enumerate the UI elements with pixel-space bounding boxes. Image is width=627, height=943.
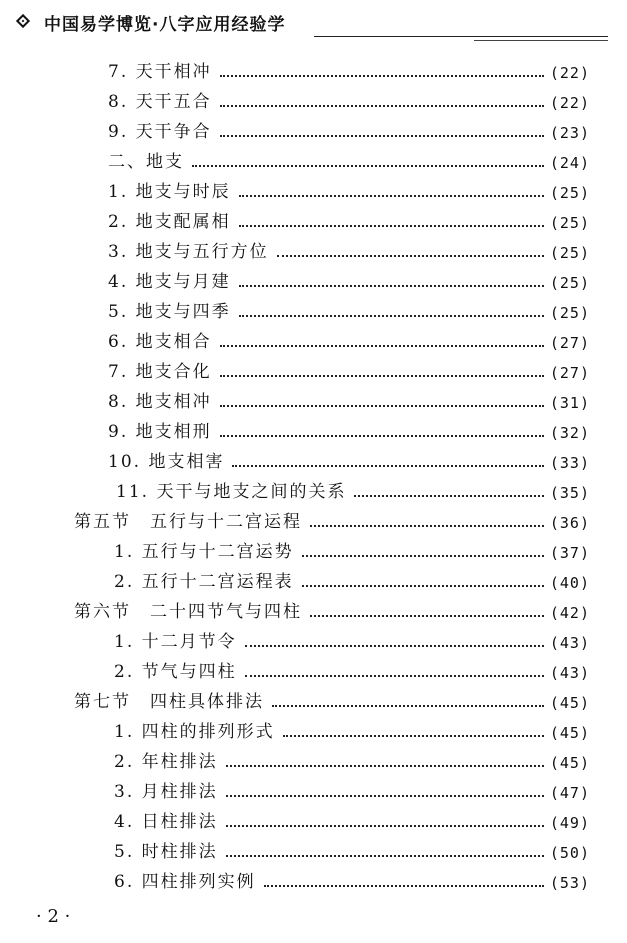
toc-entry[interactable]	[114, 568, 590, 592]
toc-entry[interactable]	[108, 58, 590, 82]
toc-entry-page: (45)	[549, 754, 590, 772]
leader-dots	[226, 854, 544, 857]
header-rule	[314, 36, 608, 37]
toc-entry-title: 1. 四柱的排列形式	[114, 722, 275, 742]
toc-entry-title: 7. 天干相冲	[108, 62, 212, 82]
toc-entry[interactable]	[74, 688, 590, 712]
toc-entry-page: (47)	[549, 784, 590, 802]
leader-dots	[239, 284, 544, 287]
toc-entry[interactable]	[108, 388, 590, 412]
leader-dots	[272, 704, 544, 707]
toc-entry[interactable]	[108, 418, 590, 442]
leader-dots	[192, 164, 544, 167]
toc-entry[interactable]	[108, 88, 590, 112]
leader-dots	[226, 794, 544, 797]
leader-dots	[226, 824, 544, 827]
leader-dots	[226, 764, 544, 767]
toc-entry-title: 8. 天干五合	[108, 92, 212, 112]
toc-entry[interactable]	[114, 868, 590, 892]
leader-dots	[245, 644, 544, 647]
toc-entry[interactable]	[116, 478, 590, 502]
toc-entry-title: 6. 地支相合	[108, 332, 212, 352]
toc-entry-page: (25)	[549, 304, 590, 322]
toc-entry[interactable]	[114, 838, 590, 862]
toc-entry-title: 2. 节气与四柱	[114, 662, 237, 682]
leader-dots	[220, 104, 544, 107]
toc-entry-page: (45)	[549, 724, 590, 742]
toc-entry-title: 第五节 五行与十二宫运程	[74, 512, 302, 532]
toc-entry-page: (50)	[549, 844, 590, 862]
toc-entry[interactable]	[74, 508, 590, 532]
toc-entry-page: (40)	[549, 574, 590, 592]
toc-entry-page: (36)	[549, 514, 590, 532]
toc-entry-page: (35)	[549, 484, 590, 502]
toc-entry-page: (24)	[549, 154, 590, 172]
toc-entry-title: 10. 地支相害	[108, 452, 225, 472]
toc-entry-title: 11. 天干与地支之间的关系	[116, 482, 347, 502]
toc-entry-page: (33)	[549, 454, 590, 472]
toc-entry-title: 2. 五行十二宫运程表	[114, 572, 294, 592]
toc-entry[interactable]	[114, 628, 590, 652]
leader-dots	[239, 224, 544, 227]
leader-dots	[277, 254, 544, 257]
toc-entry[interactable]	[108, 298, 590, 322]
toc-entry-page: (43)	[549, 664, 590, 682]
toc-entry-title: 1. 十二月节令	[114, 632, 237, 652]
toc-entry-page: (37)	[549, 544, 590, 562]
leader-dots	[220, 374, 544, 377]
toc-entry-page: (22)	[549, 94, 590, 112]
toc-entry[interactable]	[108, 268, 590, 292]
toc-entry[interactable]	[114, 748, 590, 772]
toc-entry-page: (22)	[549, 64, 590, 82]
leader-dots	[245, 674, 544, 677]
leader-dots	[232, 464, 543, 467]
toc-entry[interactable]	[108, 448, 590, 472]
toc-entry-page: (25)	[549, 244, 590, 262]
leader-dots	[283, 734, 544, 737]
toc-entry[interactable]	[74, 598, 590, 622]
toc-entry-page: (23)	[549, 124, 590, 142]
toc-entry-title: 第七节 四柱具体排法	[74, 692, 264, 712]
leader-dots	[220, 344, 544, 347]
toc-entry[interactable]	[108, 118, 590, 142]
leader-dots	[220, 434, 544, 437]
toc-entry-page: (45)	[549, 694, 590, 712]
toc-entry[interactable]	[108, 208, 590, 232]
toc-entry[interactable]	[108, 358, 590, 382]
toc-entry-page: (31)	[549, 394, 590, 412]
toc-entry[interactable]	[114, 808, 590, 832]
toc-entry-page: (25)	[549, 184, 590, 202]
toc-entry[interactable]	[114, 718, 590, 742]
toc-entry-page: (42)	[549, 604, 590, 622]
leader-dots	[239, 194, 544, 197]
toc-entry-title: 3. 地支与五行方位	[108, 242, 269, 262]
toc-entry-title: 6. 四柱排列实例	[114, 872, 256, 892]
toc-entry[interactable]	[108, 238, 590, 262]
leader-dots	[220, 74, 544, 77]
toc-entry[interactable]	[108, 178, 590, 202]
toc-entry-page: (25)	[549, 274, 590, 292]
leader-dots	[264, 884, 544, 887]
toc-entry-title: 1. 五行与十二宫运势	[114, 542, 294, 562]
toc-entry[interactable]	[114, 778, 590, 802]
running-header	[14, 10, 614, 38]
leader-dots	[354, 494, 543, 497]
toc-entry-title: 2. 地支配属相	[108, 212, 231, 232]
header-rule-secondary	[474, 40, 608, 41]
toc-entry[interactable]	[108, 328, 590, 352]
toc-entry-title: 7. 地支合化	[108, 362, 212, 382]
toc-entry-title: 5. 地支与四季	[108, 302, 231, 322]
toc-entry-title: 9. 地支相刑	[108, 422, 212, 442]
leader-dots	[310, 614, 544, 617]
toc-entry-title: 2. 年柱排法	[114, 752, 218, 772]
leader-dots	[239, 314, 544, 317]
toc-entry-page: (49)	[549, 814, 590, 832]
toc-entry-page: (25)	[549, 214, 590, 232]
toc-entry-page: (53)	[549, 874, 590, 892]
toc-entry-page: (27)	[549, 334, 590, 352]
toc-entry-page: (43)	[549, 634, 590, 652]
toc-entry-title: 二、地支	[108, 152, 184, 172]
toc-entry[interactable]	[114, 538, 590, 562]
toc-entry-title: 9. 天干争合	[108, 122, 212, 142]
toc-entry-title: 1. 地支与时辰	[108, 182, 231, 202]
toc-entry-page: (27)	[549, 364, 590, 382]
toc-entry-page: (32)	[549, 424, 590, 442]
leader-dots	[302, 584, 544, 587]
toc-entry-title: 第六节 二十四节气与四柱	[74, 602, 302, 622]
toc-entry-title: 5. 时柱排法	[114, 842, 218, 862]
toc-entry-title: 3. 月柱排法	[114, 782, 218, 802]
toc-entry[interactable]	[114, 658, 590, 682]
toc-entry[interactable]	[108, 148, 590, 172]
page-number: · 2 ·	[36, 906, 71, 927]
leader-dots	[302, 554, 544, 557]
leader-dots	[310, 524, 544, 527]
toc-entry-title: 8. 地支相冲	[108, 392, 212, 412]
diamond-icon	[16, 14, 30, 28]
toc-entry-title: 4. 地支与月建	[108, 272, 231, 292]
leader-dots	[220, 404, 544, 407]
toc-entry-title: 4. 日柱排法	[114, 812, 218, 832]
running-header-title: 中国易学博览·八字应用经验学	[44, 15, 286, 35]
leader-dots	[220, 134, 544, 137]
